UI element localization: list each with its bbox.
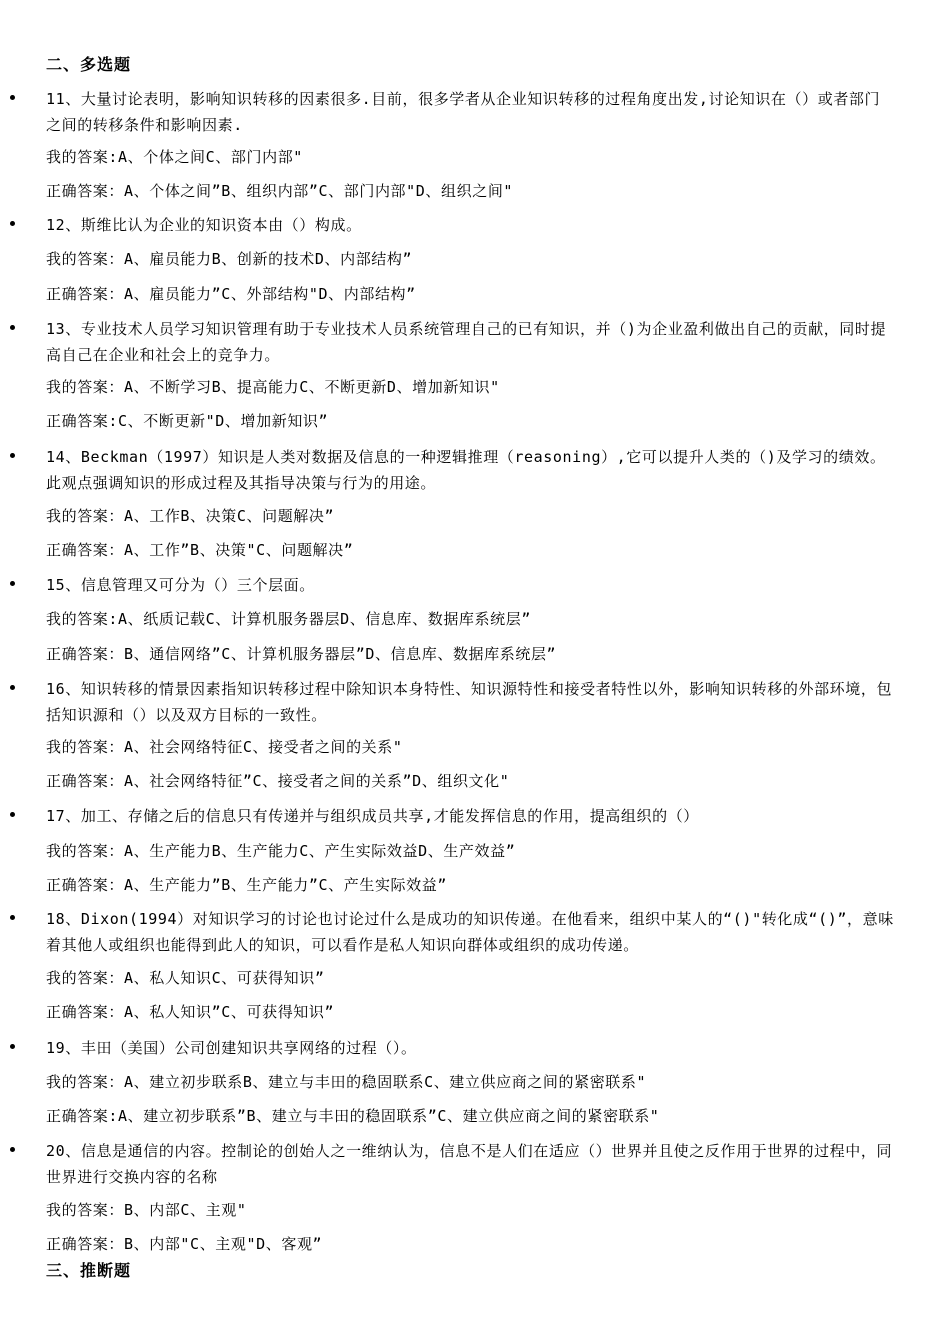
correct-answer: 正确答案:C、不断更新"D、增加新知识”	[46, 412, 329, 430]
question-text: 20、信息是通信的内容。控制论的创始人之一维纳认为，信息不是人们在适应（）世界并且使之反作用于世界的过程中，同世界进行交换内容的名称	[46, 1142, 893, 1186]
bullet-icon	[10, 453, 15, 458]
bullet-icon	[10, 95, 15, 100]
question-item	[0, 86, 950, 138]
question-text: 13、专业技术人员学习知识管理有助于专业技术人员系统管理自己的已有知识，并（)为企业盈利做出自己的贡献，同时提高自己在企业和社会上的竞争力。	[46, 320, 887, 364]
correct-answer: 正确答案：A、个体之间”B、组织内部”C、部门内部"D、组织之间"	[46, 182, 514, 200]
my-answer: 我的答案：A、雇员能力B、创新的技术D、内部结构”	[46, 250, 413, 268]
bullet-icon	[10, 1044, 15, 1049]
question-text: 19、丰田（美国）公司创建知识共享网络的过程（）。	[46, 1039, 417, 1057]
question-item	[0, 316, 950, 368]
bullet-icon	[10, 581, 15, 586]
section-title-multiple-choice: 二、多选题	[46, 55, 132, 74]
question-item	[0, 572, 950, 598]
question-text: 18、Dixon(1994）对知识学习的讨论也讨论过什么是成功的知识传递。在他看来，组织中某人的“()"转化成“()”，意味着其他人或组织也能得到此人的知识，可以看作是私人知识向群体或组织的成功传递。	[46, 910, 894, 954]
my-answer: 我的答案：B、内部C、主观"	[46, 1201, 247, 1219]
question-text: 12、斯维比认为企业的知识资本由（）构成。	[46, 216, 362, 234]
bullet-icon	[10, 221, 15, 226]
correct-answer: 正确答案：B、通信网络”C、计算机服务器层”D、信息库、数据库系统层”	[46, 645, 557, 663]
question-item	[0, 1138, 950, 1190]
question-item	[0, 676, 950, 728]
my-answer: 我的答案：A、私人知识C、可获得知识”	[46, 969, 325, 987]
my-answer: 我的答案：A、建立初步联系B、建立与丰田的稳固联系C、建立供应商之间的紧密联系"	[46, 1073, 647, 1091]
question-text: 14、Beckman（1997）知识是人类对数据及信息的一种逻辑推理（reasoning）,它可以提升人类的（)及学习的绩效。此观点强调知识的形成过程及其指导决策与行为的用途。	[46, 448, 886, 492]
correct-answer: 正确答案：A、私人知识”C、可获得知识”	[46, 1003, 335, 1021]
my-answer: 我的答案：A、生产能力B、生产能力C、产生实际效益D、生产效益”	[46, 842, 516, 860]
bullet-icon	[10, 685, 15, 690]
question-text: 16、知识转移的情景因素指知识转移过程中除知识本身特性、知识源特性和接受者特性以外，影响知识转移的外部环境，包括知识源和（）以及双方目标的一致性。	[46, 680, 893, 724]
section-title-judgment: 三、推断题	[46, 1261, 132, 1280]
bullet-icon	[10, 325, 15, 330]
correct-answer: 正确答案:A、建立初步联系”B、建立与丰田的稳固联系”C、建立供应商之间的紧密联系"	[46, 1107, 660, 1125]
bullet-icon	[10, 915, 15, 920]
question-item	[0, 906, 950, 958]
question-item	[0, 444, 950, 496]
my-answer: 我的答案:A、纸质记载C、计算机服务器层D、信息库、数据库系统层”	[46, 610, 531, 628]
bullet-icon	[10, 812, 15, 817]
question-text: 11、大量讨论表明，影响知识转移的因素很多.目前，很多学者从企业知识转移的过程角度出发,讨论知识在（）或者部门之间的转移条件和影响因素.	[46, 90, 881, 134]
correct-answer: 正确答案：B、内部"C、主观"D、客观”	[46, 1235, 323, 1253]
question-item	[0, 1035, 950, 1061]
correct-answer: 正确答案：A、工作”B、决策"C、问题解决”	[46, 541, 354, 559]
question-item	[0, 212, 950, 238]
correct-answer: 正确答案：A、雇员能力”C、外部结构"D、内部结构”	[46, 285, 416, 303]
my-answer: 我的答案:A、个体之间C、部门内部"	[46, 148, 303, 166]
bullet-icon	[10, 1147, 15, 1152]
my-answer: 我的答案：A、工作B、决策C、问题解决”	[46, 507, 335, 525]
my-answer: 我的答案：A、不断学习B、提高能力C、不断更新D、增加新知识"	[46, 378, 500, 396]
my-answer: 我的答案：A、社会网络特征C、接受者之间的关系"	[46, 738, 403, 756]
question-text: 15、信息管理又可分为（）三个层面。	[46, 576, 315, 594]
question-text: 17、加工、存储之后的信息只有传递并与组织成员共享,才能发挥信息的作用，提高组织的（）	[46, 807, 699, 825]
question-item	[0, 803, 950, 829]
correct-answer: 正确答案：A、社会网络特征”C、接受者之间的关系”D、组织文化"	[46, 772, 510, 790]
correct-answer: 正确答案：A、生产能力”B、生产能力”C、产生实际效益”	[46, 876, 447, 894]
